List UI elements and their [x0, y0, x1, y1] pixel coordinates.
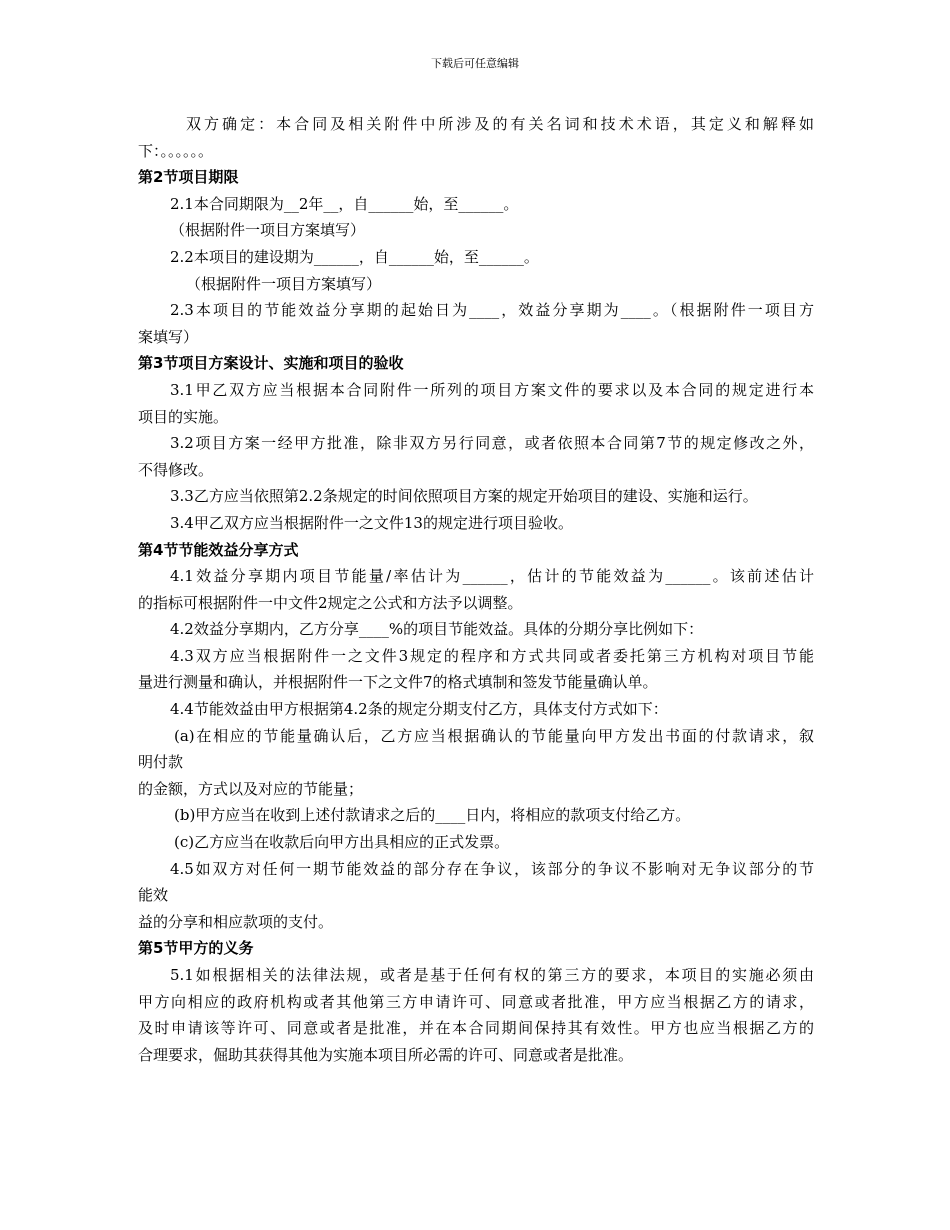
- paragraph-line: 3.4甲乙双方应当根据附件一之文件13的规定进行项目验收。: [170, 513, 573, 532]
- paragraph-line: 3.3乙方应当依照第2.2条规定的时间依照项目方案的规定开始项目的建设、实施和运行。: [170, 487, 758, 506]
- paragraph-line: 能效: [138, 886, 169, 905]
- paragraph-line: 3.1甲乙双方应当根据本合同附件一所列的项目方案文件的要求以及本合同的规定进行本: [170, 380, 814, 399]
- paragraph-line: 4.1效益分享期内项目节能量/率估计为______，估计的节能效益为______。该前述估计: [170, 567, 814, 586]
- section-heading: 第5节甲方的义务: [138, 939, 254, 958]
- paragraph-line: 4.2效益分享期内，乙方分享____%的项目节能效益。具体的分期分享比例如下：: [170, 620, 704, 639]
- paragraph-line: 量进行测量和确认，并根据附件一下之文件7的格式填制和签发节能量确认单。: [138, 673, 658, 692]
- paragraph-line: 的指标可根据附件一中文件2规定之公式和方法予以调整。: [138, 593, 523, 612]
- paragraph-line: 益的分享和相应款项的支付。: [138, 912, 334, 931]
- paragraph-line: 5.1如根据相关的法律法规，或者是基于任何有权的第三方的要求，本项目的实施必须由: [170, 966, 814, 984]
- paragraph-line: 3.2项目方案一经甲方批准，除非双方另行同意，或者依照本合同第7节的规定修改之外，: [170, 434, 814, 453]
- paragraph-line: 及时申请该等许可、同意或者是批准，并在本合同期间保持其有效性。甲方也应当根据乙方的: [138, 1019, 814, 1038]
- paragraph-line: （根据附件一项目方案填写）: [186, 274, 382, 293]
- paragraph-line: (b)甲方应当在收到上述付款请求之后的____日内，将相应的款项支付给乙方。: [174, 806, 691, 825]
- paragraph-line: 明付款: [138, 753, 184, 772]
- page-header: 下载后可任意编辑: [431, 57, 519, 70]
- paragraph-line: (a)在相应的节能量确认后，乙方应当根据确认的节能量向甲方发出书面的付款请求，叙: [174, 726, 814, 745]
- paragraph-line: 不得修改。: [138, 460, 214, 479]
- paragraph-line: 2.2本项目的建设期为______，自______始，至______。: [170, 247, 539, 266]
- section-heading: 第4节节能效益分享方式: [138, 540, 299, 559]
- paragraph-line: 案填写）: [138, 327, 199, 346]
- paragraph-line: 的金额，方式以及对应的节能量；: [138, 779, 364, 798]
- paragraph-line: 甲方向相应的政府机构或者其他第三方申请许可、同意或者批准，甲方应当根据乙方的请求，: [138, 992, 814, 1011]
- paragraph-line: 4.4节能效益由甲方根据第4.2条的规定分期支付乙方，具体支付方式如下：: [170, 700, 668, 719]
- paragraph-line: 4.3双方应当根据附件一之文件3规定的程序和方式共同或者委托第三方机构对项目节能: [170, 646, 814, 665]
- paragraph-line: 2.3本项目的节能效益分享期的起始日为____，效益分享期为____。（根据附件一项目方: [170, 301, 814, 320]
- paragraph-line: 4.5如双方对任何一期节能效益的部分存在争议，该部分的争议不影响对无争议部分的节: [170, 859, 814, 878]
- paragraph-line: 合理要求，倔助其获得其他为实施本项目所必需的许可、同意或者是批准。: [138, 1045, 634, 1064]
- document-body: [138, 111, 814, 1068]
- paragraph-line: 下：。。。。。。: [138, 141, 214, 160]
- paragraph-line: （根据附件一项目方案填写）: [170, 221, 366, 240]
- section-heading: 第2节项目期限: [138, 168, 239, 187]
- paragraph-line: (c)乙方应当在收款后向甲方出具相应的正式发票。: [174, 833, 510, 852]
- paragraph-line: 2.1本合同期限为__2年__，自______始，至______。: [170, 194, 519, 213]
- paragraph-line: 双方确定：本合同及相关附件中所涉及的有关名词和技术术语，其定义和解释如: [186, 115, 814, 133]
- section-heading: 第3节项目方案设计、实施和项目的验收: [138, 354, 404, 373]
- paragraph-line: 项目的实施。: [138, 407, 229, 426]
